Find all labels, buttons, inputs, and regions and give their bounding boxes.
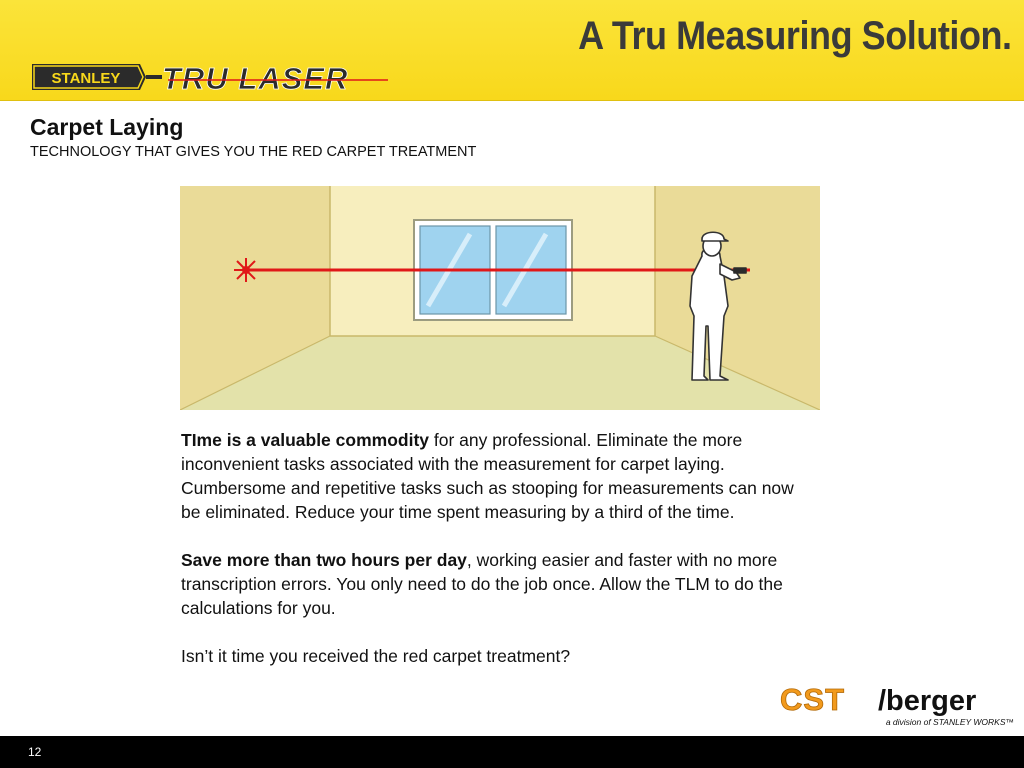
cst-logo-brand: CST bbox=[780, 682, 845, 717]
slide-title: Carpet Laying bbox=[30, 114, 184, 140]
logo-brand: STANLEY bbox=[51, 70, 121, 87]
paragraph-1-text: for any professional. Eliminate the more inconvenient tasks associated with the measurement for carpet laying. Cumbersome and repetitive tasks such as stooping for measurements can now be eliminated. Reduce your time spent measuring by a third of the time. bbox=[181, 430, 794, 522]
cst-berger-logo bbox=[780, 682, 1016, 728]
room-laser-illustration bbox=[180, 186, 820, 410]
paragraph-1-bold: TIme is a valuable commodity bbox=[181, 430, 429, 450]
logo-product: TRU LASER bbox=[162, 61, 349, 94]
paragraph-2 bbox=[181, 548, 796, 620]
header-tagline: A Tru Measuring Solution. bbox=[578, 14, 1012, 58]
body-text bbox=[181, 428, 796, 692]
stanley-tru-laser-logo bbox=[28, 60, 398, 94]
cst-logo-berger: /berger bbox=[878, 685, 977, 717]
paragraph-3 bbox=[181, 644, 796, 668]
laser-dot-icon bbox=[234, 258, 258, 282]
paragraph-2-bold: Save more than two hours per day bbox=[181, 550, 467, 570]
paragraph-1 bbox=[181, 428, 796, 524]
footer-bar bbox=[0, 736, 1024, 768]
page-number: 12 bbox=[28, 745, 42, 759]
cst-logo-tagline: a division of STANLEY WORKS™ bbox=[885, 717, 1014, 727]
paragraph-2-text: , working easier and faster with no more transcription errors. You only need to do the job once. Allow the TLM to do the calculations for you. bbox=[181, 550, 783, 618]
slide-subtitle: TECHNOLOGY THAT GIVES YOU THE RED CARPET TREATMENT bbox=[30, 144, 477, 160]
header-banner bbox=[0, 0, 1024, 101]
paragraph-3-text: Isn’t it time you received the red carpet treatment? bbox=[181, 646, 571, 666]
